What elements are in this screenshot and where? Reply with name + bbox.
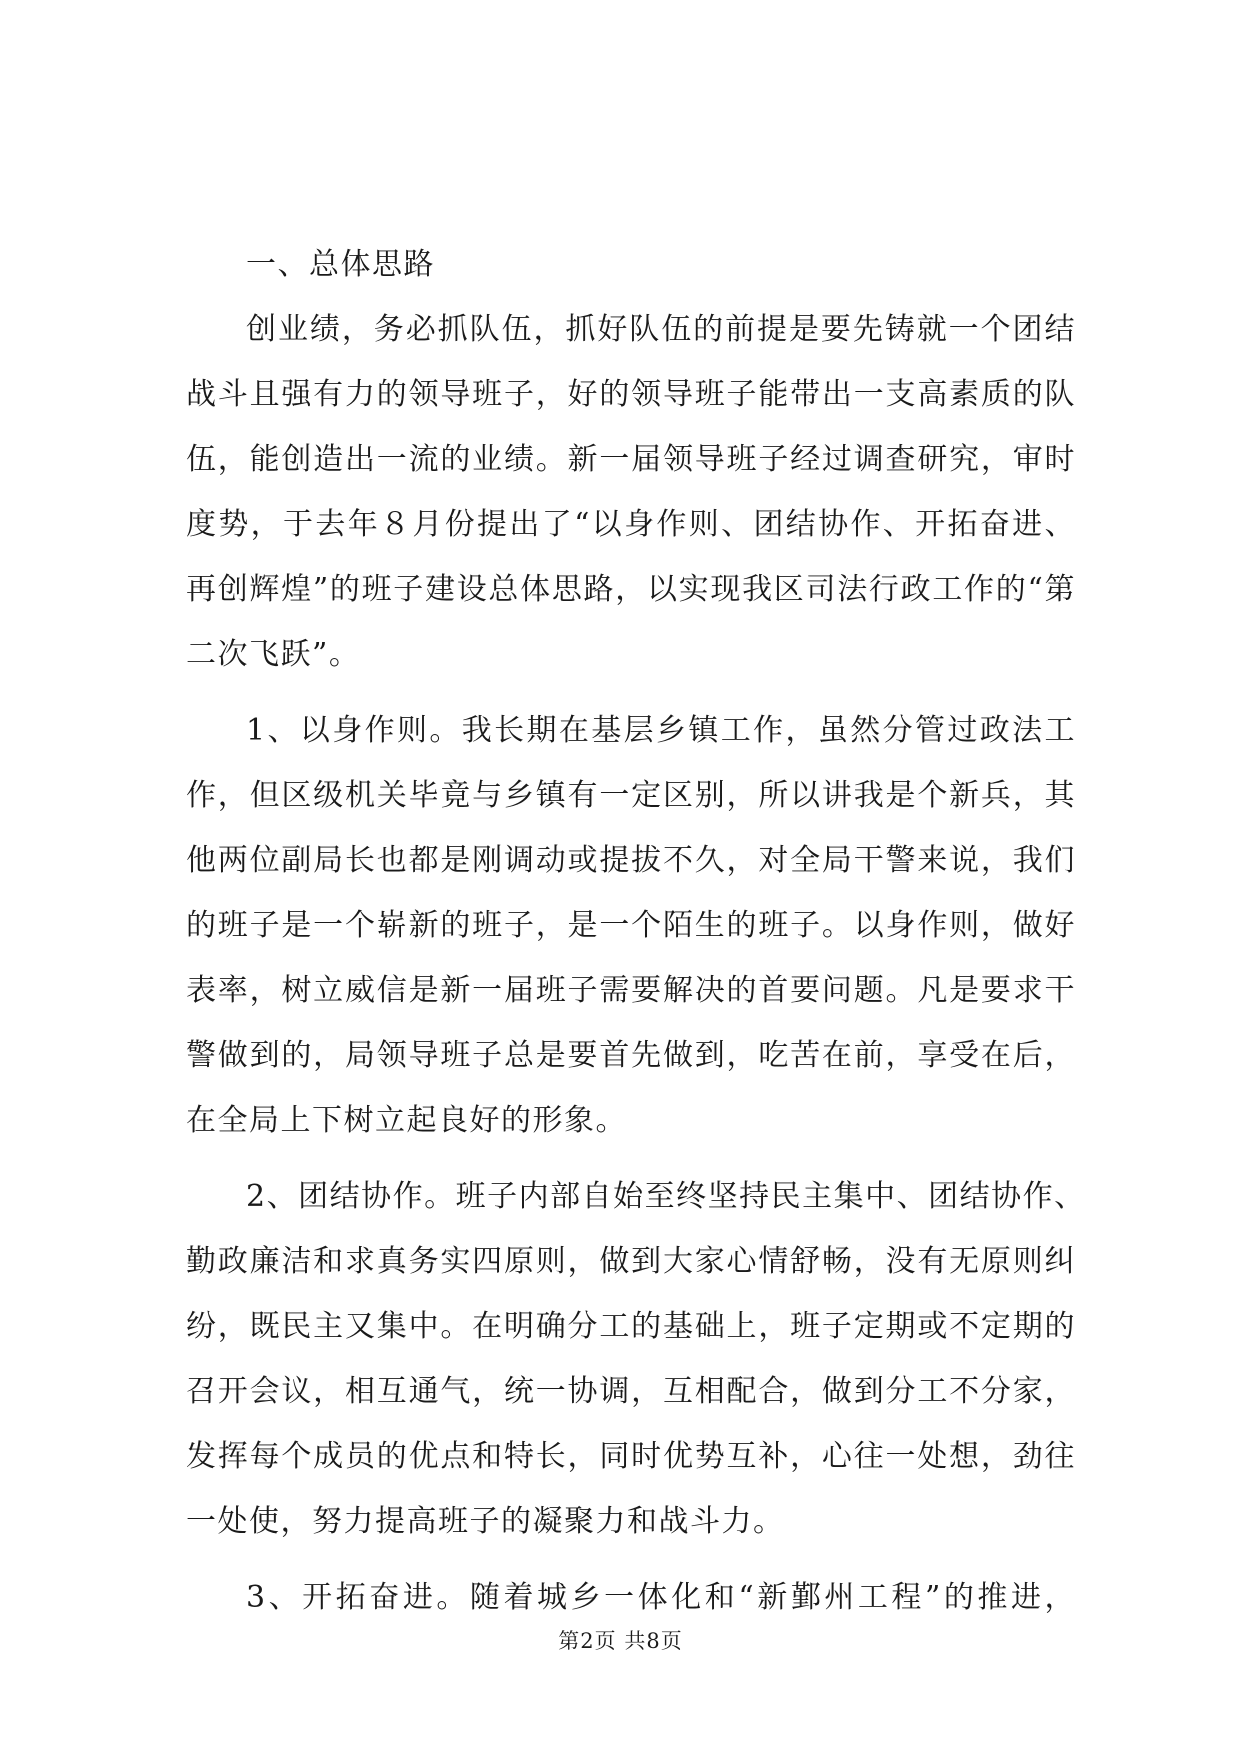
paragraph-1	[186, 297, 1076, 687]
page-number-footer: 第2页 共8页	[558, 1629, 683, 1653]
paragraph-line: 战斗且强有力的领导班子，好的领导班子能带出一支高素质的队	[186, 377, 1076, 412]
document-body	[186, 232, 1086, 1630]
paragraph-line: 的班子是一个崭新的班子，是一个陌生的班子。以身作则，做好	[186, 908, 1076, 943]
paragraph-4	[186, 1565, 1076, 1630]
paragraph-line: 创业绩，务必抓队伍，抓好队伍的前提是要先铸就一个团结	[246, 312, 1076, 347]
paragraph-line: 度势，于去年８月份提出了“以身作则、团结协作、开拓奋进、	[186, 507, 1076, 542]
paragraph-line: 一处使，努力提高班子的凝聚力和战斗力。	[186, 1504, 785, 1539]
paragraph-spacer	[186, 1554, 1076, 1565]
paragraph-line: 二次飞跃”。	[186, 637, 361, 672]
paragraph-2	[186, 698, 1076, 1153]
paragraph-line: 勤政廉洁和求真务实四原则，做到大家心情舒畅，没有无原则纠	[186, 1244, 1076, 1279]
paragraph-line: 1、以身作则。我长期在基层乡镇工作，虽然分管过政法工	[246, 713, 1076, 748]
paragraph-line: 他两位副局长也都是刚调动或提拔不久，对全局干警来说，我们	[186, 843, 1076, 878]
paragraph-line: 纷，既民主又集中。在明确分工的基础上，班子定期或不定期的	[186, 1309, 1076, 1344]
paragraph-spacer	[186, 1153, 1076, 1164]
paragraph-line: 召开会议，相互通气，统一协调，互相配合，做到分工不分家，	[186, 1374, 1076, 1409]
paragraph-line: 表率，树立威信是新一届班子需要解决的首要问题。凡是要求干	[186, 973, 1076, 1008]
paragraph-line: 在全局上下树立起良好的形象。	[186, 1103, 627, 1138]
section-heading: 一、总体思路	[246, 247, 435, 282]
paragraph-3	[186, 1164, 1086, 1554]
paragraph-line: 再创辉煌”的班子建设总体思路，以实现我区司法行政工作的“第	[186, 572, 1076, 607]
paragraph-line: 发挥每个成员的优点和特长，同时优势互补，心往一处想，劲往	[186, 1439, 1076, 1474]
paragraph-line: 3、开拓奋进。随着城乡一体化和“新鄞州工程”的推进，	[246, 1580, 1076, 1615]
paragraph-line: 作，但区级机关毕竟与乡镇有一定区别，所以讲我是个新兵，其	[186, 778, 1076, 813]
paragraph-line: 2、团结协作。班子内部自始至终坚持民主集中、团结协作、	[246, 1179, 1086, 1214]
paragraph-line: 伍，能创造出一流的业绩。新一届领导班子经过调查研究，审时	[186, 442, 1076, 477]
paragraph-spacer	[186, 687, 1076, 698]
paragraph-line: 警做到的，局领导班子总是要首先做到，吃苦在前，享受在后，	[186, 1038, 1076, 1073]
